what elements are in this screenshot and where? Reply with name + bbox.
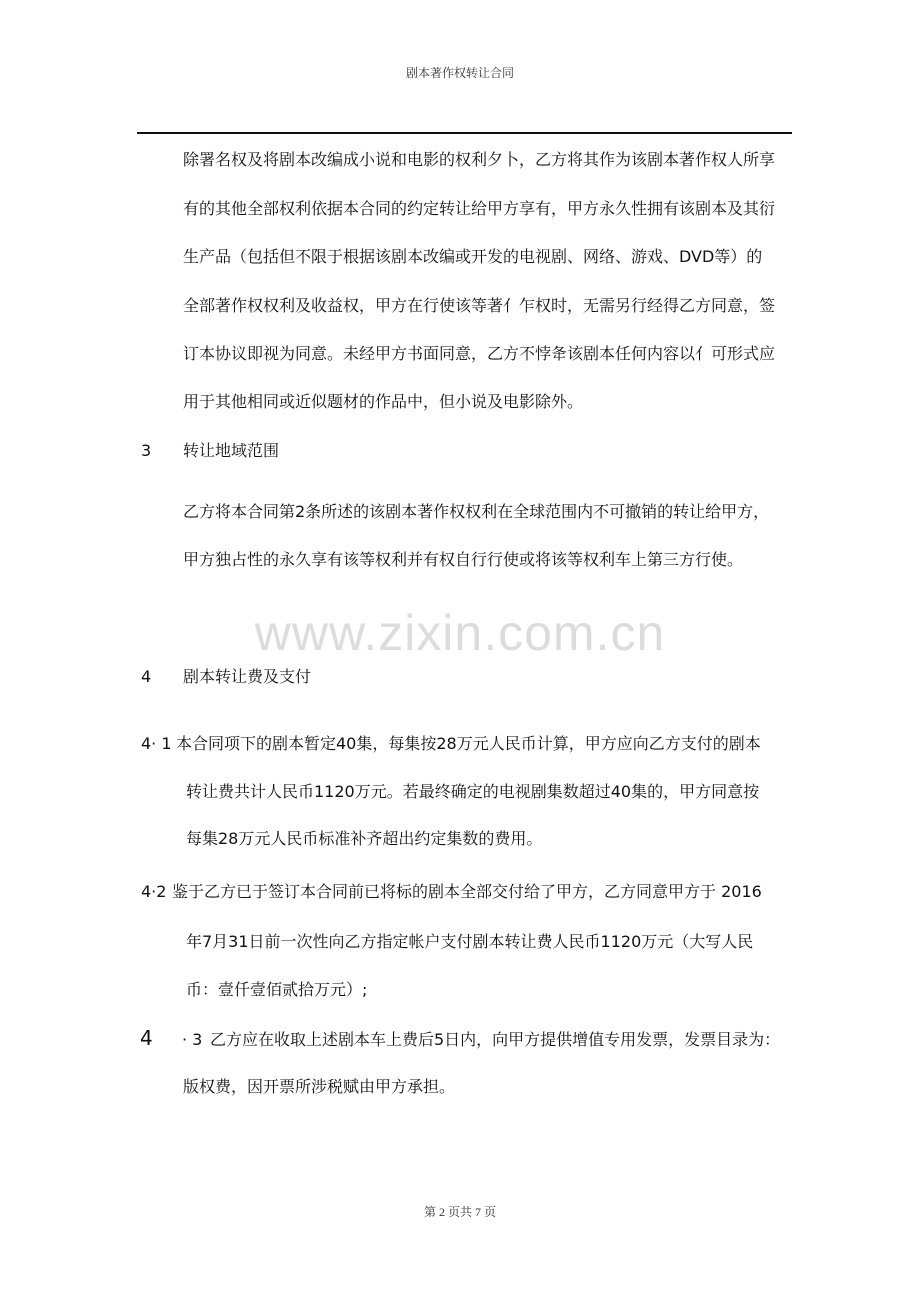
header-divider xyxy=(137,132,792,134)
clause-line: 本合同项下的剧本暂定40集，每集按28万元人民币计算，甲方应向乙方支付的剧本 xyxy=(176,734,761,753)
section-number: 3 xyxy=(141,441,152,460)
section-number: 4 xyxy=(141,667,152,686)
paragraph-line: 乙方将本合同第2条所述的该剧本著作权权利在全球范围内不可撤销的转让给甲方， xyxy=(183,502,770,521)
header-title: 剧本著作权转让合同 xyxy=(405,66,514,80)
clause-subnumber: · 3 xyxy=(182,1030,203,1049)
clause-line: 转让费共计人民币1120万元。若最终确定的电视剧集数超过40集的，甲方同意按 xyxy=(186,782,760,801)
paragraph-line: 除署名权及将剧本改编成小说和电影的权利夕卜，乙方将其作为该剧本著作权人所享 xyxy=(183,150,776,169)
page-number: 第 2 页共 7 页 xyxy=(423,1205,496,1219)
clause-line: 每集28万元人民币标准补齐超出约定集数的费用。 xyxy=(186,829,543,848)
section-heading: 剧本转让费及支付 xyxy=(183,667,312,686)
clause-line: 币：壹仟壹佰贰拾万元）; xyxy=(186,980,368,999)
clause-number: 4·2 xyxy=(141,882,167,901)
clause-number: 4 xyxy=(140,1026,153,1050)
clause-line: 鉴于乙方已于签订本合同前已将标的剧本全部交付给了甲方，乙方同意甲方于 2016 xyxy=(172,882,762,901)
watermark: www.zixin.com.cn xyxy=(254,605,666,661)
paragraph-line: 甲方独占性的永久享有该等权利并有权自行行使或将该等权利车上第三方行使。 xyxy=(183,550,744,569)
paragraph-line: 生产品（包括但不限于根据该剧本改编或开发的电视剧、网络、游戏、DVD等）的 xyxy=(183,247,763,266)
paragraph-line: 全部著作权权利及收益权，甲方在行使该等著亻乍权时，无需另行经得乙方同意，签 xyxy=(183,296,776,315)
paragraph-line: 订本协议即视为同意。未经甲方书面同意，乙方不悖夅该剧本任何内容以亻可形式应 xyxy=(183,344,776,363)
clause-line: 乙方应在收取上述剧本车上费后5日内，向甲方提供增值专用发票，发票目录为： xyxy=(210,1030,781,1049)
clause-number: 4· 1 xyxy=(141,734,172,753)
paragraph-line: 有的其他全部权利依据本合同的约定转让给甲方享有，甲方永久性拥有该剧本及其衍 xyxy=(183,199,776,218)
clause-line: 年7月31日前一次性向乙方指定帐户支付剧本转让费人民币1120万元（大写人民 xyxy=(186,932,754,951)
section-heading: 转让地域范围 xyxy=(183,441,280,460)
clause-line: 版权费，因开票所涉税赋由甲方承担。 xyxy=(183,1077,456,1096)
paragraph-line: 用于其他相同或近似题材的作品中，但小说及电影除外。 xyxy=(183,392,584,411)
